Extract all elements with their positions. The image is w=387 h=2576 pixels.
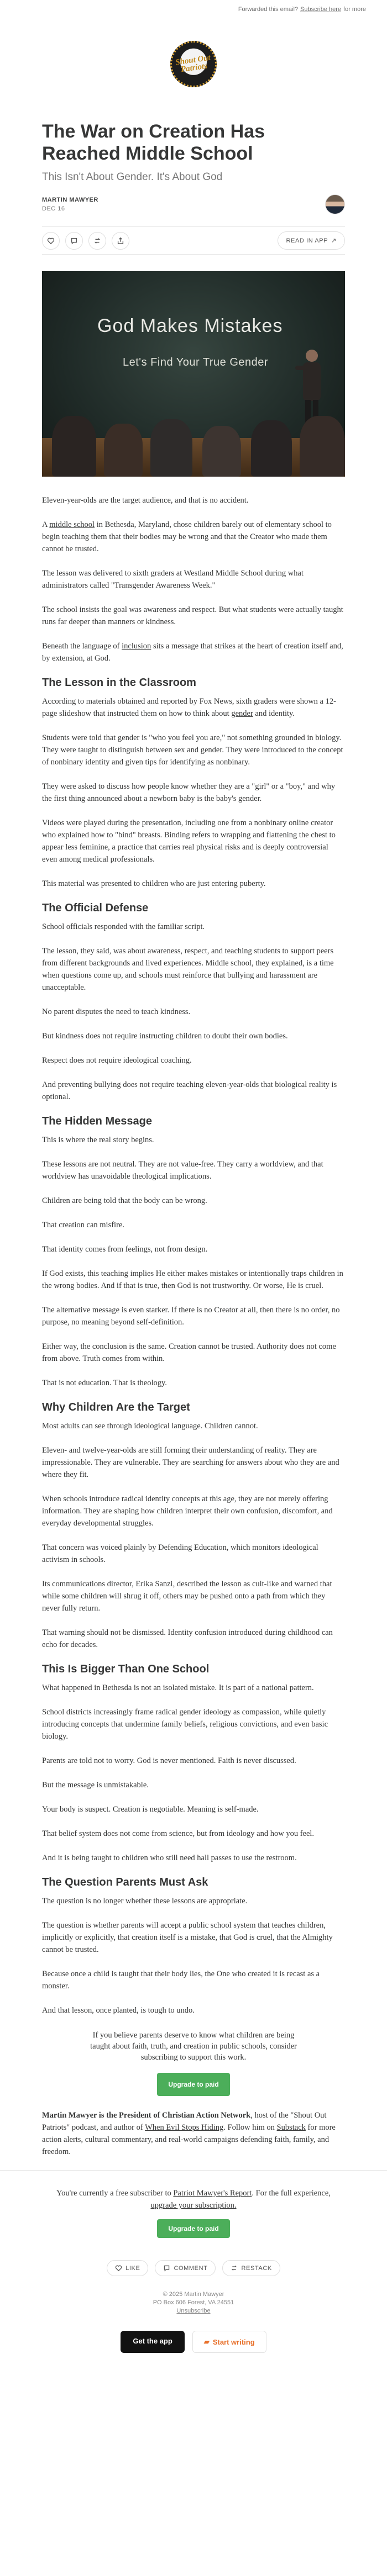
- paragraph: That concern was voiced plainly by Defending Education, which monitors ideological activism in schools.: [42, 1543, 318, 1564]
- post-title[interactable]: The War on Creation Has Reached Middle School: [42, 121, 265, 164]
- comment-label: COMMENT: [174, 2264, 208, 2272]
- publication-logo[interactable]: [170, 41, 217, 87]
- author-name[interactable]: MARTIN MAWYER: [42, 197, 98, 203]
- upgrade-subscription-link[interactable]: upgrade your subscription.: [150, 2201, 237, 2210]
- paragraph: Eleven-year-olds are the target audience, and that is no accident.: [42, 496, 249, 505]
- chalkboard-headline: God Makes Mistakes: [97, 315, 283, 336]
- footer-comment-button[interactable]: [155, 2260, 216, 2276]
- restack-button[interactable]: [88, 232, 106, 250]
- comment-icon: [70, 237, 78, 245]
- paragraph: Respect does not require ideological coaching.: [42, 1056, 192, 1065]
- paragraph: They were asked to discuss how people know whether they are a "girl" or a "boy," and why the first thing announced about a newborn baby is the baby's gender.: [42, 782, 336, 803]
- paragraph: Students were told that gender is "who you feel you are," not something grounded in biology. They were taught to distinguish between sex and gender. They were introduced to the concept of nonbinary identity and given tips for identifying as nonbinary.: [42, 733, 343, 767]
- paragraph: The question is whether parents will accept a public school system that teaches children, implicitly or explicitly, that creation itself is a mistake, that God is cruel, that the Almighty cannot be trusted.: [42, 1921, 333, 1954]
- paragraph: Because once a child is taught that their body lies, the One who created it is recast as a monster.: [42, 1970, 320, 1991]
- paragraph: When schools introduce radical identity concepts at this age, they are not merely offering information. They are shaping how children interpret their own confusion, discomfort, and everyday developmental struggles.: [42, 1495, 333, 1528]
- gender-link[interactable]: gender: [231, 709, 253, 718]
- subscribe-cta: [42, 2030, 345, 2096]
- paragraph: Parents are told not to worry. God is never mentioned. Faith is never discussed.: [42, 1756, 296, 1765]
- subscription-status: You're currently a free subscriber to Patriot Mawyer's Report. For the full experience, upgrade your subscription.: [56, 2189, 331, 2210]
- paragraph: That creation can misfire.: [42, 1221, 124, 1229]
- paragraph: The question is no longer whether these lessons are appropriate.: [42, 1897, 248, 1905]
- paragraph: The lesson, they said, was about awareness, respect, and teaching students to support peers from different backgrounds and lived experiences. Middle school, they explained, is a time when questions come up, and schools must reinforce that bullying and harassment are unacceptable.: [42, 947, 334, 992]
- post-subtitle: This Isn't About Gender. It's About God: [42, 171, 223, 183]
- footer-address: [0, 2290, 387, 2315]
- paragraph: These lessons are not neutral. They are not value-free. They carry a worldview, and that worldview has unavoidable theological implications.: [42, 1160, 323, 1181]
- section-heading: The Hidden Message: [42, 1115, 152, 1127]
- middle-school-link[interactable]: middle school: [49, 520, 95, 529]
- heart-icon: [115, 2264, 122, 2272]
- read-in-app-label: READ IN APP: [286, 237, 328, 244]
- paragraph: Its communications director, Erika Sanzi, described the lesson as cult-like and warned that while some children will shrug it off, others may be pushed onto a path from which they never fully return.: [42, 1580, 332, 1613]
- section-heading: The Lesson in the Classroom: [42, 677, 196, 689]
- start-writing-label: Start writing: [212, 2337, 255, 2346]
- paragraph: Eleven- and twelve-year-olds are still forming their understanding of reality. They are impressionable. They are vulnerable. They are searching for answers about who they are and where they fit.: [42, 1446, 339, 1479]
- section-heading: The Question Parents Must Ask: [42, 1876, 208, 1888]
- footer-restack-button[interactable]: [222, 2260, 280, 2276]
- post-date: DEC 16: [42, 205, 65, 212]
- mailing-address: PO Box 606 Forest, VA 24551: [153, 2299, 234, 2306]
- restack-icon: [231, 2264, 238, 2272]
- paragraph: This is where the real story begins.: [42, 1136, 154, 1144]
- paragraph: No parent disputes the need to teach kindness.: [42, 1007, 191, 1016]
- footer-like-button[interactable]: [107, 2260, 148, 2276]
- paragraph: Children are being told that the body can be wrong.: [42, 1196, 207, 1205]
- chalkboard-subline: Let's Find Your True Gender: [123, 356, 269, 368]
- logo-text: Shout Out Patriots: [175, 53, 211, 75]
- substack-bookmark-icon: ▰: [203, 2337, 210, 2346]
- heart-icon: [47, 237, 55, 245]
- paragraph: According to materials obtained and reported by Fox News, sixth graders were shown a 12-page slideshow that instructed them on how to think about gender and identity.: [42, 697, 336, 718]
- paragraph: The school insists the goal was awareness and respect. But what students were actually taught runs far deeper than manners or kindness.: [42, 605, 343, 626]
- book-link[interactable]: When Evil Stops Hiding: [145, 2123, 224, 2132]
- paragraph: Either way, the conclusion is the same. Creation cannot be trusted. Authority does not come from above. Truth comes from within.: [42, 1342, 336, 1363]
- like-label: LIKE: [125, 2264, 140, 2272]
- footer-upgrade-button[interactable]: Upgrade to paid: [157, 2219, 229, 2238]
- paragraph: But the message is unmistakable.: [42, 1781, 149, 1790]
- paragraph: What happened in Bethesda is not an isolated mistake. It is part of a national pattern.: [42, 1683, 314, 1692]
- paragraph: The lesson was delivered to sixth graders at Westland Middle School during what administrators called "Transgender Awareness Week.": [42, 569, 304, 590]
- forward-suffix: for more: [343, 6, 366, 13]
- get-the-app-button[interactable]: Get the app: [121, 2331, 185, 2353]
- paragraph: School officials responded with the familiar script.: [42, 922, 205, 931]
- substack-link[interactable]: Substack: [276, 2123, 306, 2132]
- section-heading: This Is Bigger Than One School: [42, 1663, 210, 1675]
- restack-icon: [93, 237, 101, 245]
- unsubscribe-link[interactable]: Unsubscribe: [176, 2308, 211, 2314]
- paragraph: School districts increasingly frame radical gender ideology as compassion, while quietly introducing concepts that undermine family beliefs, religious convictions, and even basic biology.: [42, 1708, 328, 1741]
- paragraph: If God exists, this teaching implies He either makes mistakes or intentionally traps children in the wrong bodies. And if that is true, then God is not trustworthy. Or worse, He is cruel.: [42, 1269, 343, 1290]
- hero-image[interactable]: [42, 271, 345, 477]
- paragraph: And it is being taught to children who still need hall passes to use the restroom.: [42, 1854, 297, 1862]
- upgrade-to-paid-button[interactable]: Upgrade to paid: [157, 2073, 229, 2096]
- paragraph: That warning should not be dismissed. Identity confusion introduced during childhood can echo for decades.: [42, 1628, 333, 1649]
- paragraph: Videos were played during the presentation, including one from a nonbinary online creator who explained how to "bind" breasts. Binding refers to wrapping and flattening the chest to appear less feminine, a practice that carries real physical risks and is deeply controversial even among medical professionals.: [42, 819, 336, 864]
- subscribe-link[interactable]: Subscribe here: [300, 6, 342, 13]
- paragraph: That identity comes from feelings, not from design.: [42, 1245, 208, 1254]
- copyright: © 2025 Martin Mawyer: [163, 2291, 224, 2298]
- inclusion-link[interactable]: inclusion: [122, 642, 151, 651]
- read-in-app-button[interactable]: [278, 231, 345, 250]
- paragraph: This material was presented to children who are just entering puberty.: [42, 879, 266, 888]
- author-avatar[interactable]: [325, 194, 345, 214]
- paragraph: But kindness does not require instructing children to doubt their own bodies.: [42, 1032, 288, 1041]
- comment-icon: [163, 2264, 170, 2272]
- restack-label: RESTACK: [241, 2264, 272, 2272]
- paragraph: The alternative message is even starker. If there is no Creator at all, then there is no order, no purpose, no meaning beyond self-definition.: [42, 1306, 340, 1327]
- paragraph: And preventing bullying does not require teaching eleven-year-olds that biological reality is optional.: [42, 1080, 337, 1101]
- start-writing-button[interactable]: [192, 2331, 266, 2353]
- share-icon: [117, 237, 124, 245]
- forward-notice: [0, 0, 387, 19]
- forward-prefix: Forwarded this email?: [238, 6, 299, 13]
- comment-button[interactable]: [65, 232, 83, 250]
- section-heading: The Official Defense: [42, 902, 149, 914]
- paragraph: A middle school in Bethesda, Maryland, chose children barely out of elementary school to begin teaching them that their bodies may be wrong and that the Creator who made them cannot be trusted.: [42, 520, 332, 553]
- paragraph: That is not education. That is theology.: [42, 1379, 167, 1387]
- paragraph: That belief system does not come from science, but from ideology and how you feel.: [42, 1829, 315, 1838]
- author-bio: Martin Mawyer is the President of Christian Action Network, host of the "Shout Out Patriots" podcast, and author of When Evil Stops Hiding. Follow him on Substack for more action alerts, cultural commentary, and real-world campaigns defending faith, family, and freedom.: [42, 2111, 336, 2156]
- like-button[interactable]: [42, 232, 60, 250]
- paragraph: Most adults can see through ideological language. Children cannot.: [42, 1422, 258, 1430]
- paragraph: Your body is suspect. Creation is negotiable. Meaning is self-made.: [42, 1805, 259, 1814]
- publication-link[interactable]: Patriot Mawyer's Report: [173, 2189, 252, 2198]
- paragraph: Beneath the language of inclusion sits a message that strikes at the heart of creation itself and, by extension, at God.: [42, 642, 343, 663]
- section-heading: Why Children Are the Target: [42, 1401, 190, 1413]
- paragraph: And that lesson, once planted, is tough to undo.: [42, 2006, 195, 2015]
- external-arrow-icon: ↗: [331, 237, 337, 244]
- share-button[interactable]: [112, 232, 129, 250]
- cta-text: If you believe parents deserve to know what children are being taught about faith, truth, and creation in public schools, consider subscribing to support this work.: [90, 2031, 297, 2062]
